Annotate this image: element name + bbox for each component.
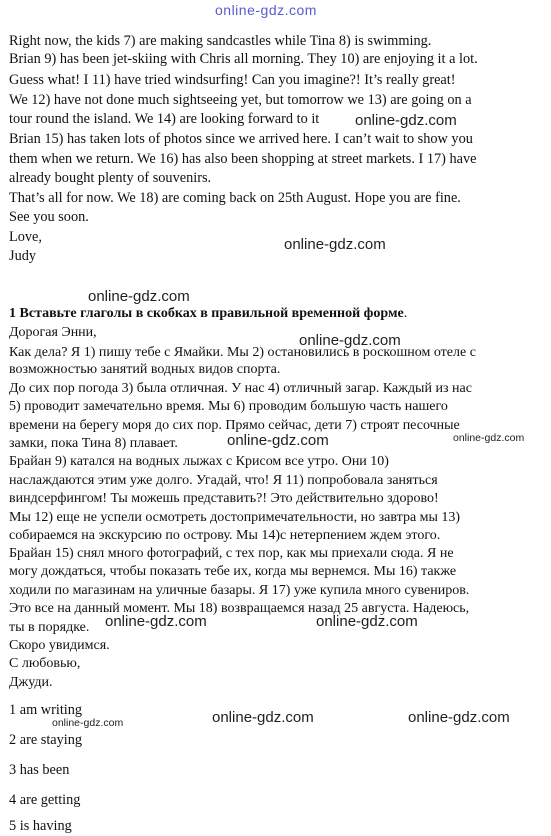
task-heading-text: 1 Вставьте глаголы в скобках в правильной временной форме — [9, 306, 404, 321]
answer-item: 4 are getting — [9, 792, 81, 808]
letter-line: Как дела? Я 1) пишу тебе с Ямайки. Мы 2) остановились в роскошном отеле с — [9, 345, 476, 360]
letter-line: Брайан 15) снял много фотографий, с тех пор, как мы приехали сюда. Я не — [9, 546, 454, 561]
answer-item: 1 am writing — [9, 702, 83, 718]
letter-line: виндсерфингом! Ты можешь представить?! Это действительно здорово! — [9, 491, 439, 506]
letter-line: Right now, the kids 7) are making sandcastles while Tina 8) is swimming. — [9, 33, 432, 49]
letter-line: времени на берегу моря до сих пор. Прямо сейчас, дети 7) строят песочные — [9, 418, 460, 433]
watermark: online-gdz.com — [227, 432, 329, 449]
letter-line: See you soon. — [9, 209, 89, 225]
letter-line: Judy — [9, 248, 37, 264]
answer-item: 3 has been — [9, 762, 70, 778]
task-heading-end: . — [403, 306, 408, 321]
letter-line: С любовью, — [9, 656, 81, 671]
letter-line: могу дождаться, чтобы показать тебе их, когда мы вернемся. Мы 16) также — [9, 564, 457, 579]
answer-item: 2 are staying — [9, 732, 83, 748]
letter-line: Мы 12) еще не успели осмотреть достопримечательности, но завтра мы 13) — [9, 510, 461, 525]
letter-line: We 12) have not done much sightseeing yet, but tomorrow we 13) are going on a — [9, 92, 472, 108]
watermark-top: online-gdz.com — [215, 2, 317, 18]
letter-line: Дорогая Энни, — [9, 325, 97, 340]
letter-line: наслаждаются этим уже долго. Угадай, что! Я 11) попробовала заняться — [9, 473, 438, 488]
watermark: online-gdz.com — [299, 332, 401, 349]
watermark: online-gdz.com — [52, 717, 124, 729]
letter-line: Love, — [9, 229, 42, 245]
watermark: online-gdz.com — [316, 613, 418, 630]
letter-line: замки, пока Тина 8) плавает. — [9, 436, 178, 451]
letter-line: возможностью занятий водных видов спорта. — [9, 362, 281, 377]
watermark: online-gdz.com — [453, 432, 525, 444]
letter-line: ты в порядке. — [9, 620, 90, 635]
letter-line: That’s all for now. We 18) are coming back on 25th August. Hope you are fine. — [9, 190, 461, 206]
letter-line: Brian 15) has taken lots of photos since we arrived here. I can’t wait to show you — [9, 131, 473, 147]
letter-line: 5) проводит замечательно время. Мы 6) проводим большую часть нашего — [9, 399, 448, 414]
letter-line: tour round the island. We 14) are looking forward to it — [9, 111, 320, 127]
task-heading — [9, 305, 407, 323]
letter-line: ходили по магазинам на уличные базары. Я 17) уже купила много сувениров. — [9, 583, 470, 598]
letter-line: Guess what! I 11) have tried windsurfing! Can you imagine?! It’s really great! — [9, 72, 456, 88]
letter-line: До сих пор погода 3) была отличная. У нас 4) отличный загар. Каждый из нас — [9, 381, 472, 396]
watermark: online-gdz.com — [212, 709, 314, 726]
letter-line: Брайан 9) катался на водных лыжах с Крисом все утро. Они 10) — [9, 454, 389, 469]
watermark: online-gdz.com — [88, 288, 190, 305]
watermark: online-gdz.com — [284, 236, 386, 253]
letter-line: Скоро увидимся. — [9, 638, 110, 653]
answer-item: 5 is having — [9, 818, 72, 834]
letter-line: Brian 9) has been jet-skiing with Chris all morning. They 10) are enjoying it a lot. — [9, 51, 478, 67]
letter-line: собираемся на экскурсию по острову. Мы 14)с нетерпением ждем этого. — [9, 528, 441, 543]
watermark: online-gdz.com — [355, 112, 457, 129]
letter-line: already bought plenty of souvenirs. — [9, 170, 212, 186]
letter-line: Джуди. — [9, 675, 53, 690]
letter-line: them when we return. We 16) has also been shopping at street markets. I 17) have — [9, 151, 477, 167]
watermark: online-gdz.com — [408, 709, 510, 726]
letter-line: Это все на данный момент. Мы 18) возвращаемся назад 25 августа. Надеюсь, — [9, 601, 470, 616]
watermark: online-gdz.com — [105, 613, 207, 630]
